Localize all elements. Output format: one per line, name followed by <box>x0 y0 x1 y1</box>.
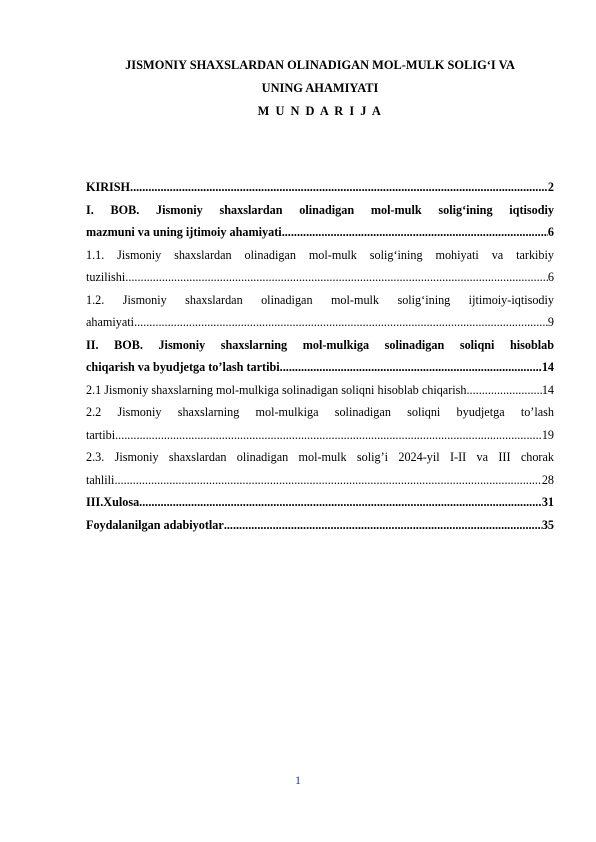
toc-page-number: 2 <box>547 180 554 194</box>
toc-entry-1-2-line2[interactable] <box>86 311 554 334</box>
toc-page-number: 19 <box>541 427 554 442</box>
table-of-contents <box>86 176 554 536</box>
toc-entry-1-2-line1[interactable]: 1.2. Jismoniy shaxslardan olinadigan mol-mulk solig‘ining ijtimoiy-iqtisodiy <box>86 292 554 307</box>
toc-entry-text: Foydalanilgan adabiyotlar <box>86 517 224 532</box>
toc-page-number: 28 <box>541 472 554 487</box>
toc-leader-dots <box>139 491 542 514</box>
toc-entry-text: III.Xulosa <box>86 495 140 509</box>
toc-entry-xulosa[interactable] <box>86 491 554 514</box>
toc-entry-bob2-line1[interactable]: II. BOB. Jismoniy shaxslarning mol-mulkiga solinadigan soliqni hisoblab <box>86 337 554 352</box>
toc-leader-dots <box>134 311 548 334</box>
toc-entry-adabiyotlar[interactable] <box>86 514 554 537</box>
toc-leader-dots <box>282 221 548 244</box>
toc-page-number: 14 <box>541 360 554 374</box>
toc-entry-text: ahamiyati <box>86 315 135 329</box>
toc-entry-2-3-line1[interactable]: 2.3. Jismoniy shaxslardan olinadigan mol-mulk solig’i 2024-yil I-II va III chorak <box>86 450 554 464</box>
toc-entry-text: mazmuni va uning ijtimoiy ahamiyati <box>86 225 282 239</box>
toc-leader-dots <box>114 469 541 492</box>
toc-page-number: 35 <box>541 517 554 532</box>
toc-entry-2-2-line2[interactable] <box>86 424 554 447</box>
toc-entry-text: tartibi <box>86 427 116 442</box>
toc-entry-text: KIRISH <box>86 180 131 194</box>
toc-entry-bob2-line2[interactable] <box>86 356 554 379</box>
toc-entry-1-1-line2[interactable] <box>86 266 554 289</box>
toc-leader-dots <box>130 176 548 199</box>
toc-page-number: 9 <box>547 315 554 329</box>
toc-entry-text: tahlili <box>86 472 115 487</box>
toc-leader-dots <box>467 379 542 402</box>
document-title-line-1: JISMONIY SHAXSLARDAN OLINADIGAN MOL-MULK SOLIG‘I VA <box>125 58 515 72</box>
page-number: 1 <box>295 773 301 787</box>
toc-entry-2-1[interactable] <box>86 379 554 402</box>
toc-page-number: 6 <box>547 225 554 239</box>
toc-entry-text: chiqarish va byudjetga to’lash tartibi <box>86 360 280 374</box>
toc-leader-dots <box>224 514 542 537</box>
toc-entry-text: tuzilishi <box>86 270 126 284</box>
toc-entry-bob1-line1[interactable]: I. BOB. Jismoniy shaxslardan olinadigan mol-mulk solig‘ining iqtisodiy <box>86 202 554 217</box>
toc-entry-1-1-line1[interactable]: 1.1. Jismoniy shaxslardan olinadigan mol-mulk solig‘ining mohiyati va tarkibiy <box>86 247 554 262</box>
toc-leader-dots <box>280 356 542 379</box>
toc-heading: M U N D A R I J A <box>257 104 383 118</box>
document-title-line-2: UNING AHAMIYATI <box>261 81 379 95</box>
toc-entry-bob1-line2[interactable] <box>86 221 554 244</box>
toc-entry-text: 2.1 Jismoniy shaxslarning mol-mulkiga solinadigan soliqni hisoblab chiqarish <box>86 382 467 397</box>
toc-leader-dots <box>125 266 548 289</box>
toc-entry-2-3-line2[interactable] <box>86 469 554 492</box>
toc-page-number: 6 <box>547 270 554 284</box>
toc-entry-2-2-line1[interactable]: 2.2 Jismoniy shaxslarning mol-mulkiga solinadigan soliqni byudjetga to’lash <box>86 405 554 419</box>
toc-leader-dots <box>115 424 542 447</box>
toc-page-number: 14 <box>541 382 554 397</box>
toc-page-number: 31 <box>541 495 554 509</box>
toc-entry-kirish[interactable] <box>86 176 554 199</box>
